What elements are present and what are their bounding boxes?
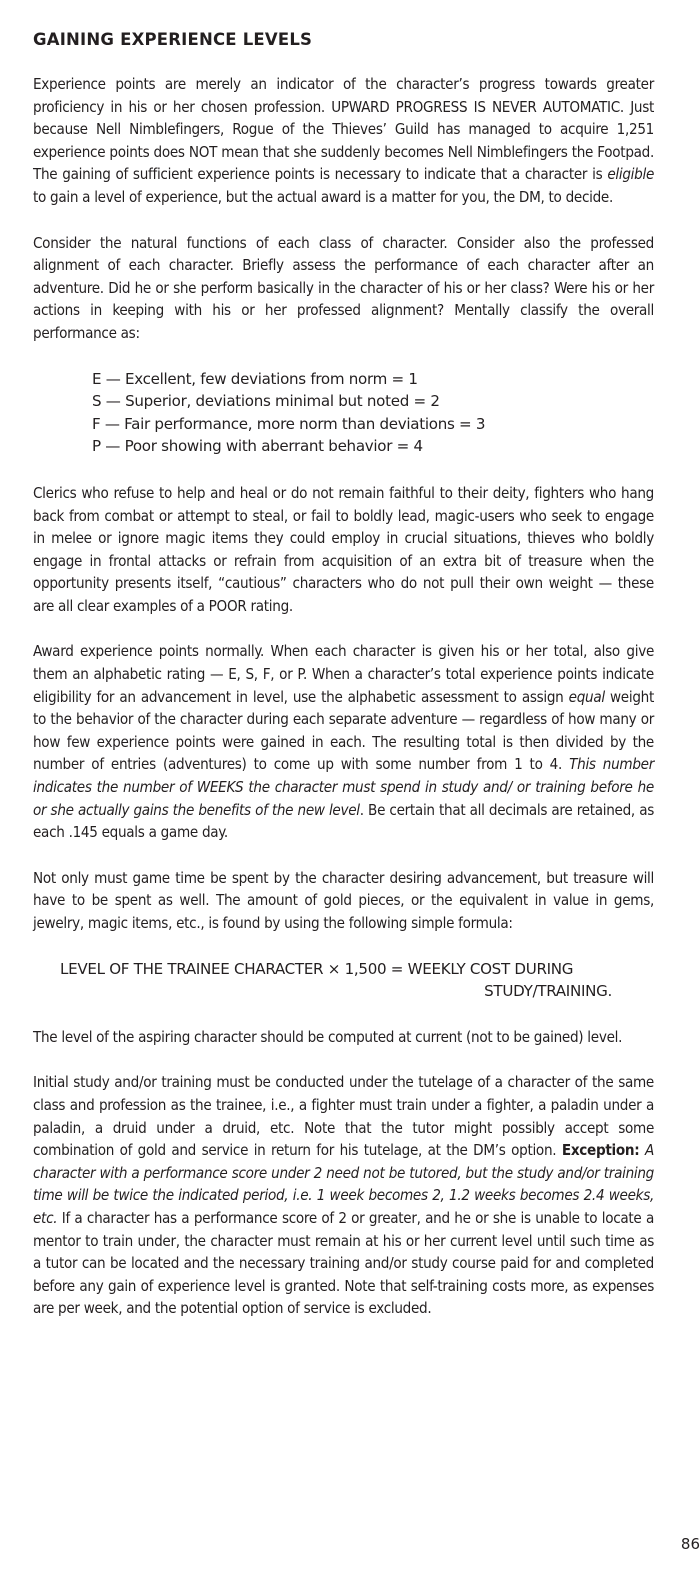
emphasis-exception: A character with a performance score under 2 need not be tutored, but the study and/or training time will be twice the indicated period, i.e. 1 week becomes 2, 1.2 weeks becomes 2.4 weeks, etc. xyxy=(33,1141,654,1227)
page-number: 86 xyxy=(680,1535,700,1553)
emphasis-weeks: This number indicates the number of WEEKS the character must spend in study and/ or training before he or she actually gains the benefits of the new level xyxy=(33,755,654,819)
rating-excellent: E — Excellent, few deviations from norm = 1 xyxy=(92,369,418,388)
cost-formula xyxy=(33,958,654,1003)
rating-poor: P — Poor showing with aberrant behavior = 4 xyxy=(92,437,423,456)
formula-line-2: STUDY/TRAINING. xyxy=(484,982,612,1001)
text-run: Experience points are merely an indicator of the character’s progress towards greater proficiency in his or her chosen profession. UPWARD PROGRESS IS NEVER AUTOMATIC. Just because Nell Nimblefingers, Rogue of the Thieves’ Guild has managed to acquire 1,251 experience points does NOT mean that she suddenly becomes Nell Nimblefingers the Footpad. The gaining of sufficient experience points is necessary to indicate that a character is xyxy=(33,75,654,184)
paragraph-treasure: Not only must game time be spent by the character desiring advancement, but treasure will have to be spent as well. The amount of gold pieces, or the equivalent in value in gems, jewelry, magic items, etc., is found by using the following simple formula: xyxy=(33,868,654,932)
text-run: If a character has a performance score of 2 or greater, and he or she is unable to locate a mentor to train under, the character must remain at his or her current level until such time as a tutor can be located and the necessary training and/or study course paid for and completed before any gain of experience level is granted. Note that self-training costs more, as expenses are per week, and the potential option of service is excluded. xyxy=(33,1208,654,1318)
section-heading: GAINING EXPERIENCE LEVELS xyxy=(33,30,313,49)
exception-label: Exception: xyxy=(561,1141,640,1160)
rating-list xyxy=(92,368,654,458)
emphasis-equal: equal xyxy=(568,687,605,706)
rating-fair: F — Fair performance, more norm than deviations = 3 xyxy=(92,414,486,433)
paragraph-tutelage xyxy=(33,1071,654,1320)
text-run: Initial study and/or training must be conducted under the tutelage of a character of the same class and profession as the trainee, i.e., a fighter must train under a fighter, a paladin under a paladin, a druid under a druid, etc. Note that the tutor might possibly accept some combination of gold and service in return for his tutelage, at the DM’s option. xyxy=(33,1073,654,1160)
paragraph-award xyxy=(33,640,654,843)
paragraph-performance: Consider the natural functions of each class of character. Consider also the professed alignment of each character. Briefly assess the performance of each character after an adventure. Did he or she perform basically in the character of his or her class? Were his or her actions in keeping with his or her professed alignment? Mentally classify the overall performance as: xyxy=(33,233,654,342)
paragraph-poor-examples: Clerics who refuse to help and heal or do not remain faithful to their deity, fighters who hang back from combat or attempt to steal, or fail to boldly lead, magic-users who seek to engage in melee or ignore magic items they could employ in crucial situations, thieves who boldly engage in frontal attacks or refrain from acquisition of an extra bit of treasure when the opportunity presents itself, “cautious” characters who do not pull their own weight — these are all clear examples of a POOR rating. xyxy=(33,483,654,615)
document-page xyxy=(33,30,654,1343)
text-run: . Be certain that all decimals are retained, as each .145 equals a game day. xyxy=(33,800,654,842)
emphasis-eligible: eligible xyxy=(607,165,654,184)
text-run: weight to the behavior of the character during each separate adventure — regardless of how many or how few experience points were gained in each. The resulting total is then divided by the number of entries (adventures) to come up with some number from 1 to 4. xyxy=(33,687,654,774)
paragraph-level: The level of the aspiring character should be computed at current (not to be gained) level. xyxy=(33,1027,623,1046)
formula-line-1: LEVEL OF THE TRAINEE CHARACTER × 1,500 = WEEKLY COST DURING xyxy=(60,959,574,978)
text-run: Award experience points normally. When each character is given his or her total, also give them an alphabetic rating — E, S, F, or P. When a character’s total experience points indicate eligibility for an advancement in level, use the alphabetic assessment to assign xyxy=(33,642,654,706)
text-run: to gain a level of experience, but the actual award is a matter for you, the DM, to decide. xyxy=(33,187,613,206)
rating-superior: S — Superior, deviations minimal but noted = 2 xyxy=(92,392,440,411)
paragraph-eligibility xyxy=(33,73,654,209)
